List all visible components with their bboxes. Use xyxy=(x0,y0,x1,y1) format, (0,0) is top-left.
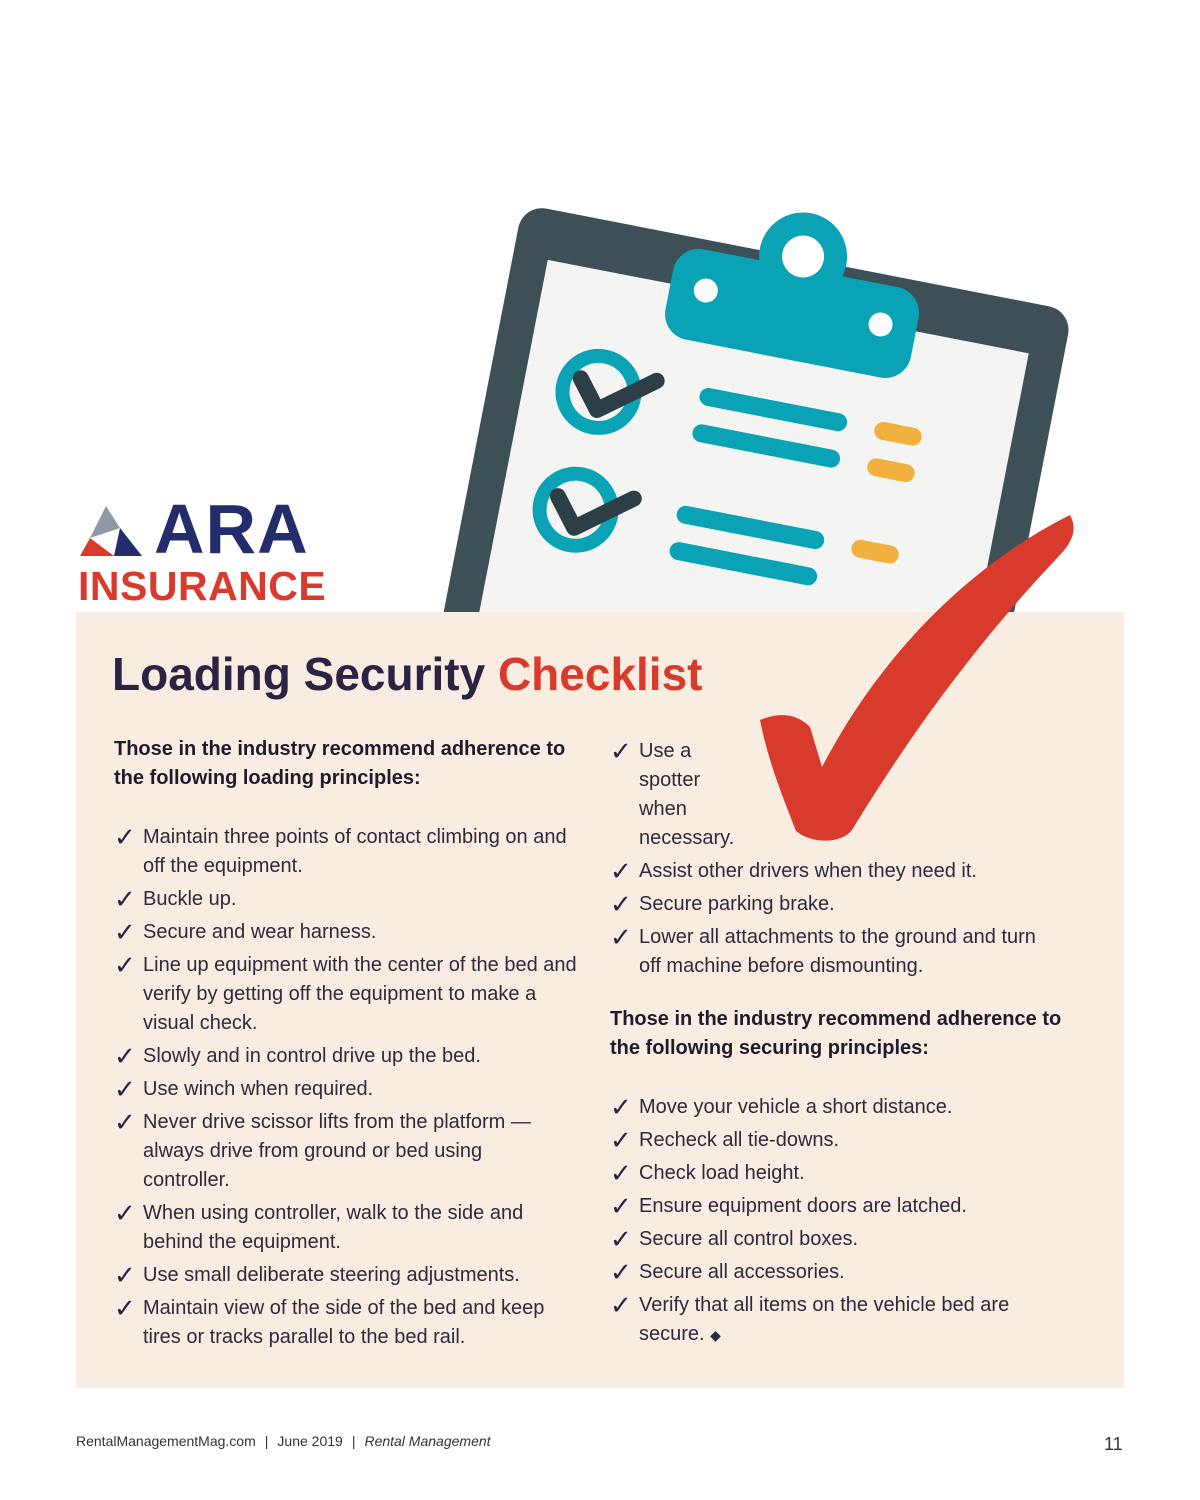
check-icon: ✓ xyxy=(114,917,136,947)
list-item: ✓ Secure parking brake. xyxy=(610,889,835,919)
check-icon: ✓ xyxy=(610,1191,632,1221)
check-icon: ✓ xyxy=(610,922,632,952)
check-icon: ✓ xyxy=(114,1260,136,1290)
logo-insurance-text: INSURANCE xyxy=(78,563,327,609)
list-item: ✓ Maintain three points of contact climbing on and off the equipment. xyxy=(114,822,567,877)
check-icon: ✓ xyxy=(114,1041,136,1071)
list-item: ✓ Recheck all tie-downs. xyxy=(610,1125,840,1155)
list-item: ✓ Use small deliberate steering adjustments. xyxy=(114,1260,520,1290)
check-icon: ✓ xyxy=(114,822,136,852)
footer-date: June 2019 xyxy=(277,1433,343,1449)
loading-list-continued xyxy=(610,737,1090,981)
loading-principles-column xyxy=(114,735,584,1356)
list-item: ✓ Lower all attachments to the ground and turn off machine before dismounting. xyxy=(610,922,1036,977)
title-part-1: Loading Security xyxy=(112,648,486,700)
list-item: ✓ Use winch when required. xyxy=(114,1074,374,1104)
title-part-2: Checklist xyxy=(497,648,703,700)
check-icon: ✓ xyxy=(610,736,632,766)
list-item: ✓ Use a spotter when necessary. xyxy=(610,736,735,849)
check-icon: ✓ xyxy=(114,1074,136,1104)
end-diamond-icon: ◆ xyxy=(710,1327,721,1343)
list-item: ✓ Assist other drivers when they need it. xyxy=(610,856,977,886)
footer-publication: Rental Management xyxy=(364,1433,491,1449)
list-item: ✓ Verify that all items on the vehicle bed are secure. ◆ xyxy=(610,1290,1010,1345)
list-item: ✓ Slowly and in control drive up the bed. xyxy=(114,1041,481,1071)
check-icon: ✓ xyxy=(610,1125,632,1155)
page-title xyxy=(112,645,702,703)
securing-list xyxy=(610,1093,1090,1350)
list-item: ✓ Check load height. xyxy=(610,1158,805,1188)
check-icon: ✓ xyxy=(610,856,632,886)
list-item: ✓ When using controller, walk to the side and behind the equipment. xyxy=(114,1198,524,1253)
list-item: ✓ Secure all accessories. xyxy=(610,1257,845,1287)
ara-insurance-logo xyxy=(78,490,368,610)
page-footer: RentalManagementMag.com | June 2019 | Rental Management xyxy=(76,1433,491,1449)
securing-intro: Those in the industry recommend adherence to the following securing principles: xyxy=(610,1008,1062,1059)
check-icon: ✓ xyxy=(114,950,136,980)
list-item: ✓ Secure all control boxes. xyxy=(610,1224,859,1254)
list-item: ✓ Buckle up. xyxy=(114,884,237,914)
list-item: ✓ Ensure equipment doors are latched. xyxy=(610,1191,967,1221)
check-icon: ✓ xyxy=(610,1257,632,1287)
list-item: ✓ Secure and wear harness. xyxy=(114,917,377,947)
check-icon: ✓ xyxy=(114,1198,136,1228)
check-icon: ✓ xyxy=(610,1290,632,1320)
check-icon: ✓ xyxy=(610,1224,632,1254)
check-icon: ✓ xyxy=(610,889,632,919)
page-number: 11 xyxy=(1104,1434,1123,1454)
loading-list xyxy=(114,823,584,1352)
check-icon: ✓ xyxy=(114,1107,136,1137)
check-icon: ✓ xyxy=(114,884,136,914)
list-item: ✓ Line up equipment with the center of the bed and verify by getting off the equipment to make a visual check. xyxy=(114,950,577,1034)
list-item: ✓ Never drive scissor lifts from the platform — always drive from ground or bed using controller. xyxy=(114,1107,531,1191)
footer-site-link[interactable]: RentalManagementMag.com xyxy=(76,1433,256,1449)
securing-principles-column xyxy=(610,737,1090,1354)
logo-ara-text: ARA xyxy=(154,490,309,568)
ara-triangle-logo-icon xyxy=(80,504,144,558)
list-item: ✓ Maintain view of the side of the bed and keep tires or tracks parallel to the bed rail. xyxy=(114,1293,545,1348)
check-icon: ✓ xyxy=(114,1293,136,1323)
check-icon: ✓ xyxy=(610,1092,632,1122)
loading-intro: Those in the industry recommend adherence to the following loading principles: xyxy=(114,738,566,789)
list-item: ✓ Move your vehicle a short distance. xyxy=(610,1092,953,1122)
check-icon: ✓ xyxy=(610,1158,632,1188)
